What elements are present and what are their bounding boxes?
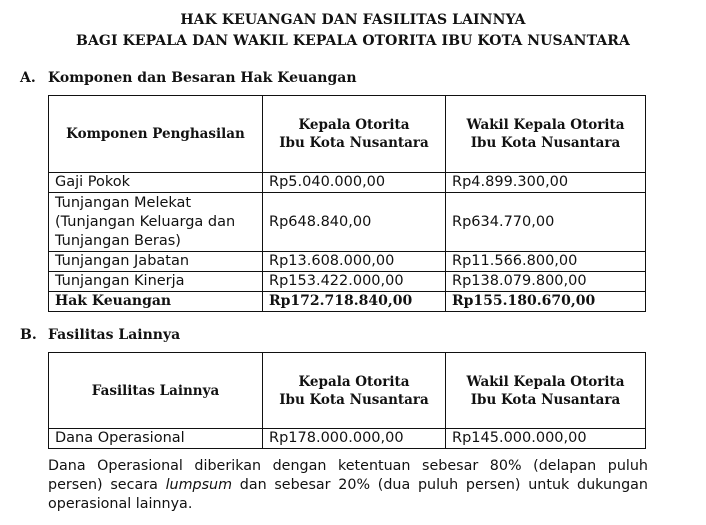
cell-component: Tunjangan Jabatan — [49, 252, 263, 272]
section-b-letter: B. — [20, 327, 37, 343]
cell-kepala: Rp178.000.000,00 — [263, 429, 446, 449]
header-fasilitas: Fasilitas Lainnya — [49, 353, 263, 429]
cell-wakil: Rp11.566.800,00 — [446, 252, 646, 272]
header-kepala: Kepala Otorita Ibu Kota Nusantara — [263, 96, 446, 173]
table-row — [49, 429, 646, 449]
table-row — [49, 173, 646, 193]
table-row — [49, 252, 646, 272]
cell-component: Dana Operasional — [49, 429, 263, 449]
table-row — [49, 193, 646, 252]
cell-total-kepala: Rp172.718.840,00 — [263, 292, 446, 312]
table-header-row — [49, 353, 646, 429]
cell-component: Tunjangan Melekat (Tunjangan Keluarga dan Tunjangan Beras) — [49, 193, 263, 252]
section-a-heading — [20, 70, 357, 86]
cell-component: Gaji Pokok — [49, 173, 263, 193]
note-italic-term: lumpsum — [165, 477, 233, 493]
cell-kepala: Rp153.422.000,00 — [263, 272, 446, 292]
header-komponen: Komponen Penghasilan — [49, 96, 263, 173]
facilities-table — [48, 352, 646, 449]
section-b-title: Fasilitas Lainnya — [48, 327, 181, 343]
header-kepala: Kepala Otorita Ibu Kota Nusantara — [263, 353, 446, 429]
financial-rights-table — [48, 95, 646, 312]
cell-total-label: Hak Keuangan — [49, 292, 263, 312]
header-wakil: Wakil Kepala Otorita Ibu Kota Nusantara — [446, 353, 646, 429]
cell-kepala: Rp13.608.000,00 — [263, 252, 446, 272]
table-header-row — [49, 96, 646, 173]
cell-total-wakil: Rp155.180.670,00 — [446, 292, 646, 312]
dana-operasional-note — [48, 457, 648, 514]
cell-kepala: Rp5.040.000,00 — [263, 173, 446, 193]
cell-kepala: Rp648.840,00 — [263, 193, 446, 252]
section-a-letter: A. — [20, 70, 36, 86]
cell-wakil: Rp145.000.000,00 — [446, 429, 646, 449]
document-title-line-2: BAGI KEPALA DAN WAKIL KEPALA OTORITA IBU KOTA NUSANTARA — [76, 33, 630, 49]
cell-wakil: Rp634.770,00 — [446, 193, 646, 252]
table-total-row — [49, 292, 646, 312]
cell-wakil: Rp138.079.800,00 — [446, 272, 646, 292]
note-text-before: Dana Operasional diberikan dengan ketentuan sebesar 80% (delapan puluh persen) secara — [48, 458, 648, 493]
cell-component: Tunjangan Kinerja — [49, 272, 263, 292]
note-text-after: dan sebesar 20% (dua puluh persen) untuk dukungan operasional lainnya. — [48, 477, 648, 512]
header-wakil: Wakil Kepala Otorita Ibu Kota Nusantara — [446, 96, 646, 173]
table-row — [49, 272, 646, 292]
cell-wakil: Rp4.899.300,00 — [446, 173, 646, 193]
document-title-line-1: HAK KEUANGAN DAN FASILITAS LAINNYA — [180, 12, 526, 28]
section-b-heading — [20, 327, 180, 343]
section-a-title: Komponen dan Besaran Hak Keuangan — [48, 70, 357, 86]
